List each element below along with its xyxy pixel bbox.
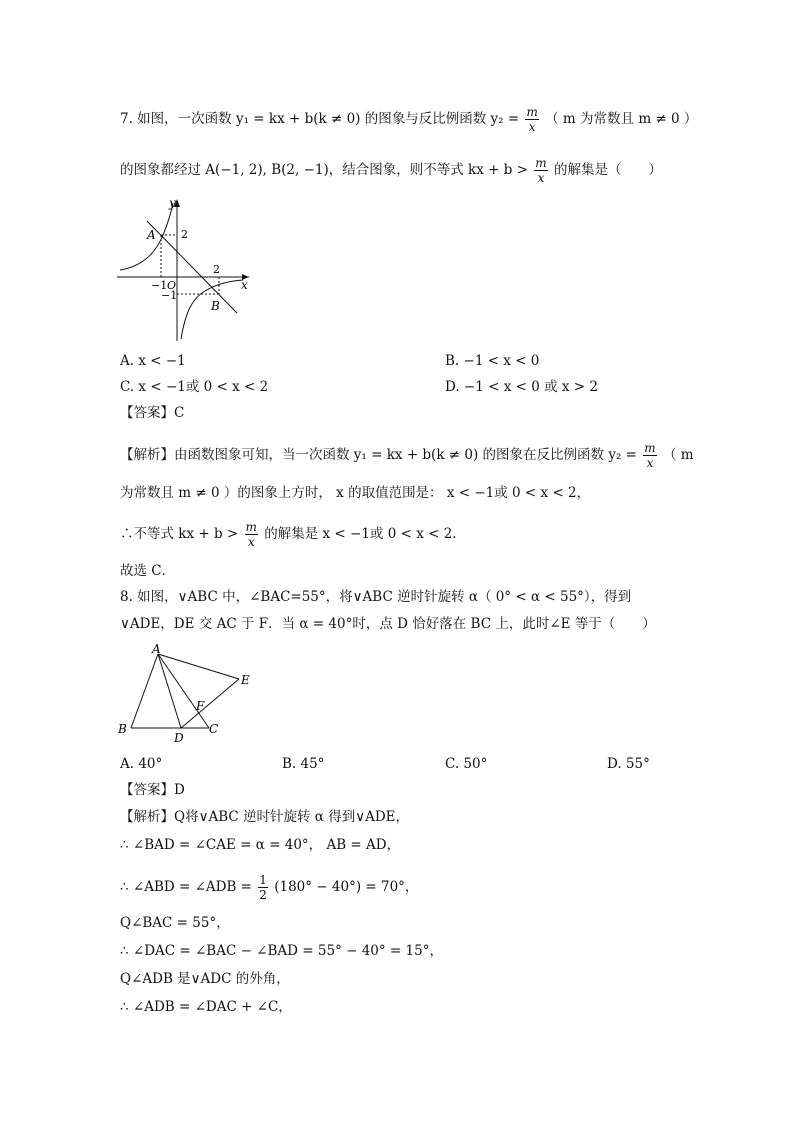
q7-choose: 故选 C．: [120, 563, 176, 579]
q8-option-b: B. 45°: [282, 756, 325, 772]
q7-option-c: C. x < −1或 0 < x < 2: [120, 379, 269, 395]
segment-AB: [131, 654, 158, 728]
q7-analysis-line3-text: ∴不等式 kx + b >: [120, 526, 239, 542]
segment-AD: [158, 654, 181, 728]
q7-analysis-fraction-2: [245, 520, 258, 549]
fraction-denominator: x: [537, 171, 545, 185]
q7-stem-line1-tail: （ m 为常数且 m ≠ 0 ）: [545, 111, 698, 127]
label-D: D: [174, 731, 184, 745]
label-B: B: [211, 299, 220, 313]
label-B: B: [118, 722, 127, 736]
segment-AE: [158, 654, 239, 679]
q8-analysis-half-fraction: [258, 873, 268, 902]
fraction-denominator: x: [646, 456, 654, 470]
label-origin: O: [167, 279, 177, 292]
q8-analysis-half-tail: (180° − 40°) = 70°，: [274, 879, 419, 895]
q7-stem-line2: [120, 156, 662, 185]
q7-analysis-line1-tail: （ m: [662, 447, 694, 463]
q7-analysis-line1-text: 【解析】由函数图象可知，当一次函数 y₁ = kx + b(k ≠ 0) 的图象在反比例函数 y₂ =: [120, 447, 637, 463]
q7-analysis-line3: [120, 520, 457, 549]
fraction-numerator: m: [245, 520, 257, 534]
q7-option-b: B. −1 < x < 0: [445, 353, 540, 369]
segment-AC: [158, 654, 209, 728]
q8-analysis-line4: ∴ ∠DAC = ∠BAC − ∠BAD = 55° − 40° = 15°，: [120, 943, 443, 959]
q8-stem-line1: 8. 如图，∨ABC 中，∠BAC=55°，将∨ABC 逆时针旋转 α（ 0° < α < 55°），得到: [120, 589, 632, 605]
q7-stem-line1-text: 7. 如图，一次函数 y₁ = kx + b(k ≠ 0) 的图象与反比例函数 y₂ =: [120, 111, 520, 127]
q8-analysis-line5: Q∠ADB 是∨ADC 的外角，: [120, 971, 290, 987]
q8-option-a: A. 40°: [120, 756, 163, 772]
fraction-numerator: m: [526, 105, 538, 119]
q8-analysis-line3: Q∠BAC = 55°，: [120, 915, 230, 931]
q8-option-c: C. 50°: [445, 756, 488, 772]
q7-analysis-line1: [120, 441, 694, 470]
q8-rotation-figure: [115, 642, 260, 746]
q7-stem-fraction: [525, 105, 538, 134]
tick-x-neg1: −1: [151, 279, 168, 292]
q7-analysis-line2: 为常数且 m ≠ 0 ）的图象上方时， x 的取值范围是： x < −1或 0 < x < 2，: [120, 485, 591, 501]
fraction-denominator: x: [528, 120, 536, 134]
tick-x-2: 2: [213, 263, 220, 276]
q8-analysis-half-text: ∴ ∠ABD = ∠ADB =: [120, 879, 252, 895]
q7-stem-fraction-2: [534, 156, 547, 185]
q7-answer: 【答案】C: [120, 405, 185, 421]
fraction-numerator: m: [644, 441, 656, 455]
q8-analysis-line2: ∴ ∠BAD = ∠CAE = α = 40°， AB = AD，: [120, 837, 401, 853]
label-A: A: [152, 642, 161, 656]
q8-analysis-line1: 【解析】Q将∨ABC 逆时针旋转 α 得到∨ADE，: [120, 809, 409, 825]
label-E: E: [241, 673, 250, 687]
q7-stem-line2-text: 的图象都经过 A(−1, 2), B(2, −1)，结合图象，则不等式 kx + b >: [120, 162, 528, 178]
label-A: A: [147, 228, 156, 242]
fraction-numerator: m: [535, 156, 547, 170]
label-y: y: [169, 196, 176, 210]
q8-stem-line2: ∨ADE，DE 交 AC 于 F．当 α = 40°时，点 D 恰好落在 BC 上，此时∠E 等于（ ）: [120, 616, 656, 632]
q7-stem-line2-tail: 的解集是（ ）: [553, 162, 662, 178]
q7-function-graph: [115, 195, 255, 345]
q7-stem-line1: [120, 105, 697, 134]
q8-analysis-half-line: [120, 873, 418, 902]
fraction-denominator: x: [247, 535, 255, 549]
label-C: C: [209, 722, 219, 736]
q7-analysis-line3-tail: 的解集是 x < −1或 0 < x < 2.: [264, 526, 457, 542]
q7-option-d: D. −1 < x < 0 或 x > 2: [445, 379, 598, 395]
q8-answer: 【答案】D: [120, 782, 185, 798]
label-x: x: [241, 278, 248, 292]
fraction-denominator: 2: [259, 888, 267, 902]
tick-y-neg1: −1: [161, 289, 178, 302]
tick-y-2: 2: [181, 228, 188, 241]
q7-option-a: A. x < −1: [120, 353, 186, 369]
label-F: F: [196, 699, 205, 713]
q7-analysis-fraction: [643, 441, 656, 470]
q8-analysis-line6: ∴ ∠ADB = ∠DAC + ∠C，: [120, 999, 292, 1015]
fraction-numerator: 1: [259, 873, 267, 887]
q8-option-d: D. 55°: [607, 756, 650, 772]
segment-DE: [181, 679, 239, 728]
